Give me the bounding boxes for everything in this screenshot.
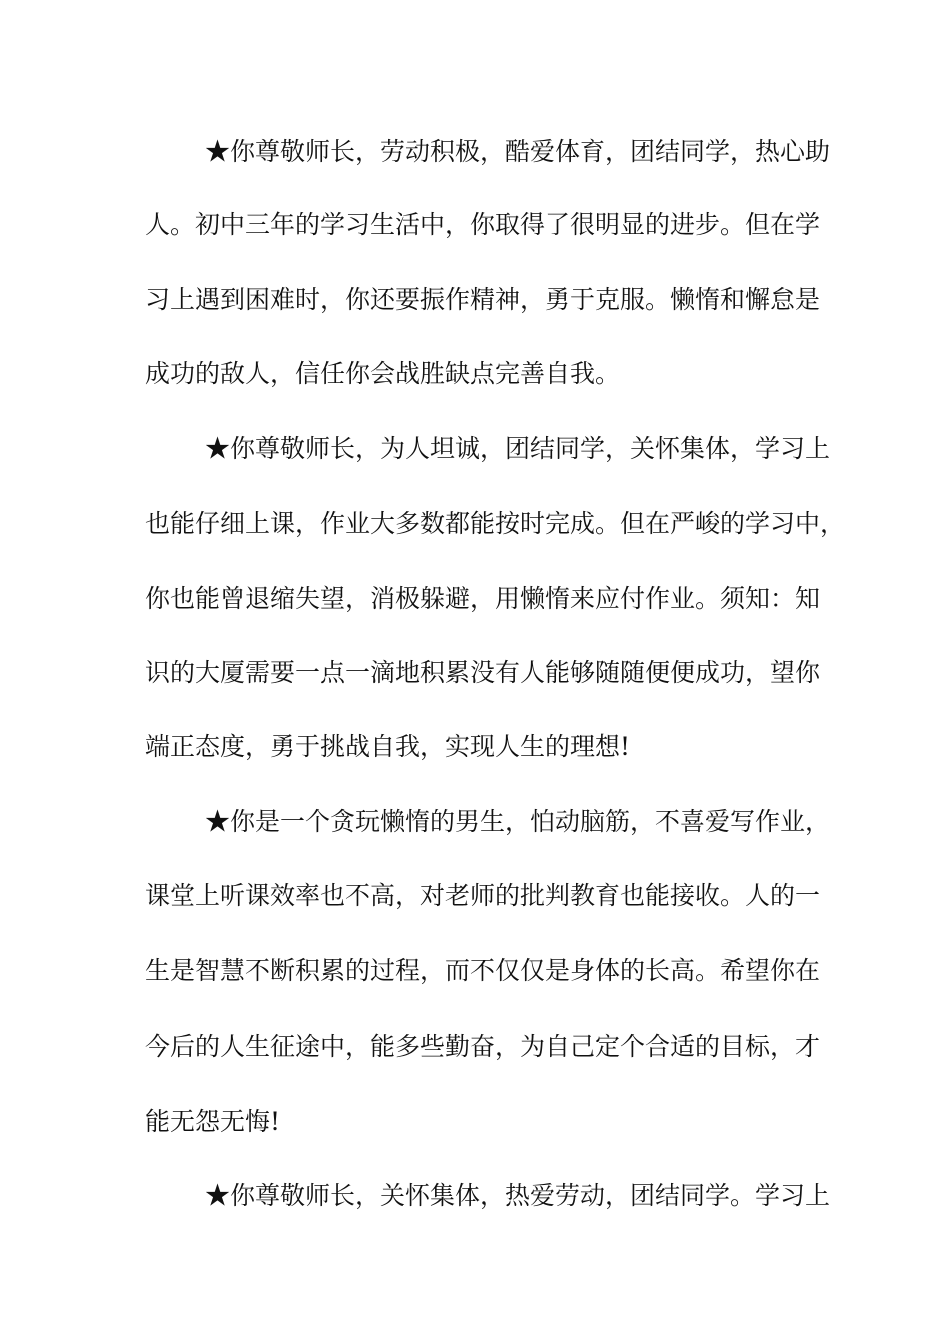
paragraph-2-line-5: 端正态度，勇于挑战自我，实现人生的理想! xyxy=(145,732,631,761)
paragraph-1-line-2: 人。初中三年的学习生活中，你取得了很明显的进步。但在学 xyxy=(145,210,821,239)
paragraph-3-line-2: 课堂上听课效率也不高，对老师的批判教育也能接收。人的一 xyxy=(145,881,821,910)
paragraph-2-line-2: 也能仔细上课，作业大多数都能按时完成。但在严峻的学习中， xyxy=(145,509,846,538)
paragraph-3-line-3: 生是智慧不断积累的过程，而不仅仅是身体的长高。希望你在 xyxy=(145,956,821,985)
paragraph-1-line-1: ★你尊敬师长，劳动积极，酷爱体育，团结同学，热心助 xyxy=(205,137,831,166)
paragraph-2-line-1: ★你尊敬师长，为人坦诚，团结同学，关怀集体，学习上 xyxy=(205,434,831,463)
paragraph-3-line-5: 能无怨无悔! xyxy=(145,1107,281,1136)
paragraph-2-line-4: 识的大厦需要一点一滴地积累没有人能够随随便便成功，望你 xyxy=(145,658,821,687)
paragraph-4-line-1: ★你尊敬师长，关怀集体，热爱劳动，团结同学。学习上 xyxy=(205,1181,831,1210)
paragraph-3-line-4: 今后的人生征途中，能多些勤奋，为自己定个合适的目标，才 xyxy=(145,1032,821,1061)
paragraph-3-line-1: ★你是一个贪玩懒惰的男生，怕动脑筋，不喜爱写作业， xyxy=(205,807,831,836)
paragraph-2-line-3: 你也能曾退缩失望，消极躲避，用懒惰来应付作业。须知：知 xyxy=(145,584,821,613)
paragraph-1-line-4: 成功的敌人，信任你会战胜缺点完善自我。 xyxy=(145,359,621,388)
paragraph-1-line-3: 习上遇到困难时，你还要振作精神，勇于克服。懒惰和懈怠是 xyxy=(145,285,821,314)
